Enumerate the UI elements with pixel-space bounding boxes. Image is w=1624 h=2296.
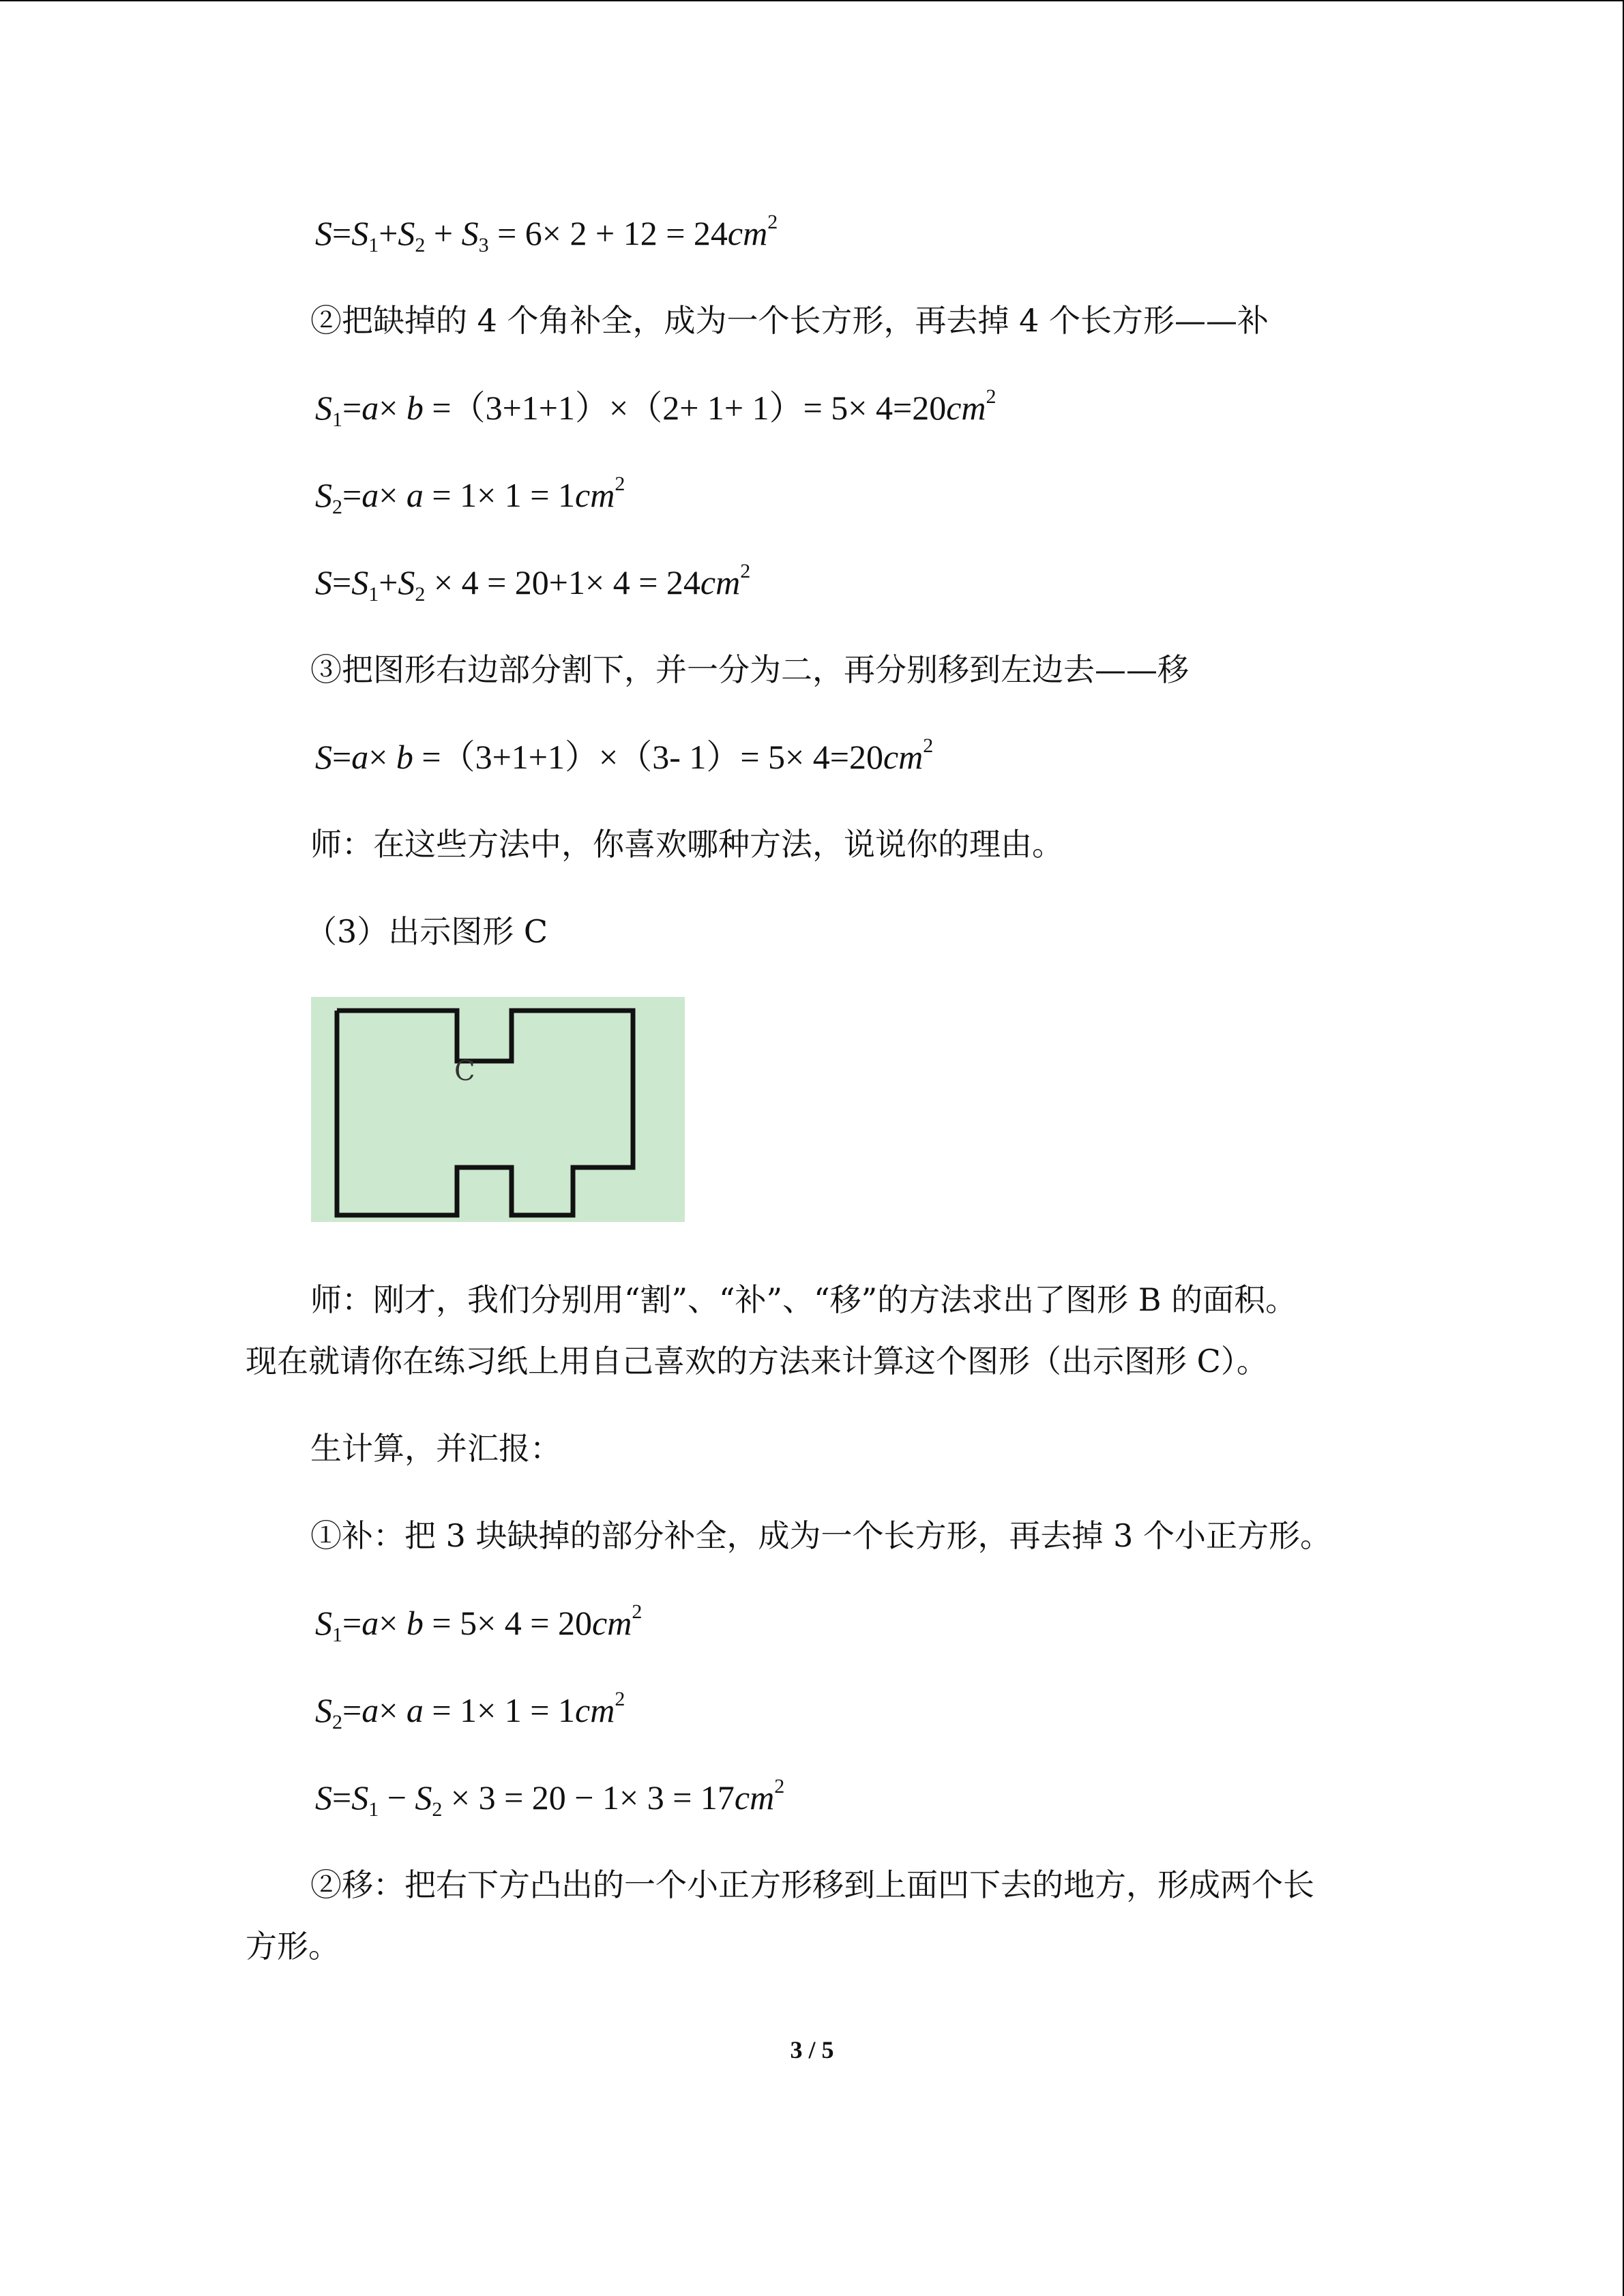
subscript: 2 <box>332 1711 342 1733</box>
var-s: S <box>315 1778 332 1817</box>
var-a: a <box>361 389 379 427</box>
subscript: 3 <box>478 234 489 256</box>
subscript: 2 <box>432 1798 443 1821</box>
expression: × 3 = 20 − 1× 3 = 17 <box>442 1778 735 1817</box>
times: × <box>379 1691 407 1729</box>
superscript: 2 <box>774 1775 785 1798</box>
var-s: S <box>315 563 332 601</box>
var-b: b <box>406 389 424 427</box>
times: × <box>379 1604 407 1642</box>
paragraph-teacher-question: 师：在这些方法中，你喜欢哪种方法，说说你的理由。 <box>310 826 1063 863</box>
unit: cm <box>727 214 768 252</box>
subscript: 2 <box>415 234 426 256</box>
expression: = 1× 1 = 1 <box>423 476 576 514</box>
subscript: 1 <box>332 1624 342 1646</box>
figure-c-label: C <box>454 1056 475 1087</box>
paragraph-teacher-instruction-cont: 现在就请你在练习纸上用自己喜欢的方法来计算这个图形（出示图形 C）。 <box>246 1343 1268 1380</box>
expression: = 6× 2 + 12 = 24 <box>488 214 728 252</box>
expression: = 5× 4 = 20 <box>423 1604 593 1642</box>
formula-s2-square <box>315 475 625 516</box>
equals: = <box>342 1691 362 1729</box>
equals: = <box>342 1604 362 1642</box>
equals: = <box>342 476 362 514</box>
superscript: 2 <box>632 1600 643 1623</box>
unit: cm <box>575 1691 615 1729</box>
unit: cm <box>700 563 741 601</box>
var-s: S <box>315 214 332 252</box>
page-top-border <box>0 0 1624 1</box>
var-s1: S <box>351 1778 369 1817</box>
subscript: 2 <box>332 496 342 518</box>
equals: = <box>332 563 352 601</box>
unit: cm <box>592 1604 632 1642</box>
equals: = <box>332 738 352 776</box>
subscript: 1 <box>368 1798 379 1821</box>
var-s2: S <box>415 1778 432 1817</box>
expression: =（3+1+1）×（3- 1）= 5× 4=20 <box>413 738 883 776</box>
var-a: a <box>361 476 379 514</box>
unit: cm <box>575 476 615 514</box>
formula-c-total <box>315 1775 785 1821</box>
expression: =（3+1+1）×（2+ 1+ 1）= 5× 4=20 <box>423 389 947 427</box>
paragraph-method-fill-c: ①补：把 3 块缺掉的部分补全，成为一个长方形，再去掉 3 个小正方形。 <box>310 1517 1332 1554</box>
superscript: 2 <box>767 211 778 233</box>
var-s1: S <box>351 563 369 601</box>
equals: = <box>342 389 362 427</box>
expression: = 1× 1 = 1 <box>423 1691 576 1729</box>
var-s: S <box>315 1604 332 1642</box>
paragraph-method-move: ③把图形右边部分割下，并一分为二，再分别移到左边去——移 <box>310 651 1189 688</box>
unit: cm <box>946 389 986 427</box>
var-a: a <box>361 1604 379 1642</box>
superscript: 2 <box>615 1688 625 1710</box>
formula-s1-rect <box>315 385 996 431</box>
times: × <box>379 389 407 427</box>
var-b: b <box>396 738 413 776</box>
unit: cm <box>883 738 924 776</box>
times: × <box>368 738 396 776</box>
var-a: a <box>406 476 424 514</box>
superscript: 2 <box>615 473 625 495</box>
var-a: a <box>406 1691 424 1729</box>
formula-s-sum <box>315 213 778 254</box>
figure-c <box>311 997 685 1222</box>
var-s: S <box>315 389 332 427</box>
paragraph-method-fill: ②把缺掉的 4 个角补全，成为一个长方形，再去掉 4 个长方形——补 <box>310 302 1269 339</box>
subscript: 1 <box>368 583 379 606</box>
times: × <box>379 476 407 514</box>
superscript: 2 <box>923 734 934 757</box>
paragraph-method-move-c: ②移：把右下方凸出的一个小正方形移到上面凹下去的地方，形成两个长 <box>310 1866 1314 1903</box>
plus: + <box>379 214 398 252</box>
var-s: S <box>315 738 332 776</box>
paragraph-method-move-c-cont: 方形。 <box>246 1928 340 1965</box>
subscript: 1 <box>332 408 342 431</box>
paragraph-student-report: 生计算，并汇报： <box>310 1430 561 1467</box>
minus: − <box>379 1778 415 1817</box>
equals: = <box>332 1778 352 1817</box>
figure-c-outline <box>311 997 685 1222</box>
superscript: 2 <box>986 385 996 408</box>
var-a: a <box>351 738 369 776</box>
var-a: a <box>361 1691 379 1729</box>
var-s3: S <box>461 214 479 252</box>
formula-s-total-fill <box>315 560 751 606</box>
paragraph-show-figure-c: （3）出示图形 C <box>306 913 548 950</box>
var-b: b <box>406 1604 424 1642</box>
subscript: 1 <box>368 234 379 256</box>
var-s1: S <box>351 214 369 252</box>
formula-s-move <box>315 736 933 777</box>
equals: = <box>332 214 352 252</box>
figure-c-path <box>337 1011 633 1215</box>
var-s2: S <box>398 563 415 601</box>
var-s2: S <box>398 214 415 252</box>
paragraph-teacher-instruction: 师：刚才，我们分别用“割”、“补”、“移”的方法求出了图形 B 的面积。 <box>310 1281 1297 1318</box>
plus: + <box>425 214 462 252</box>
formula-c-s1 <box>315 1600 643 1646</box>
subscript: 2 <box>415 583 426 606</box>
expression: × 4 = 20+1× 4 = 24 <box>425 563 700 601</box>
superscript: 2 <box>740 560 751 582</box>
var-s: S <box>315 1691 332 1729</box>
formula-c-s2 <box>315 1690 625 1731</box>
var-s: S <box>315 476 332 514</box>
plus: + <box>379 563 398 601</box>
page-number: 3 / 5 <box>790 2036 834 2063</box>
unit: cm <box>734 1778 775 1817</box>
